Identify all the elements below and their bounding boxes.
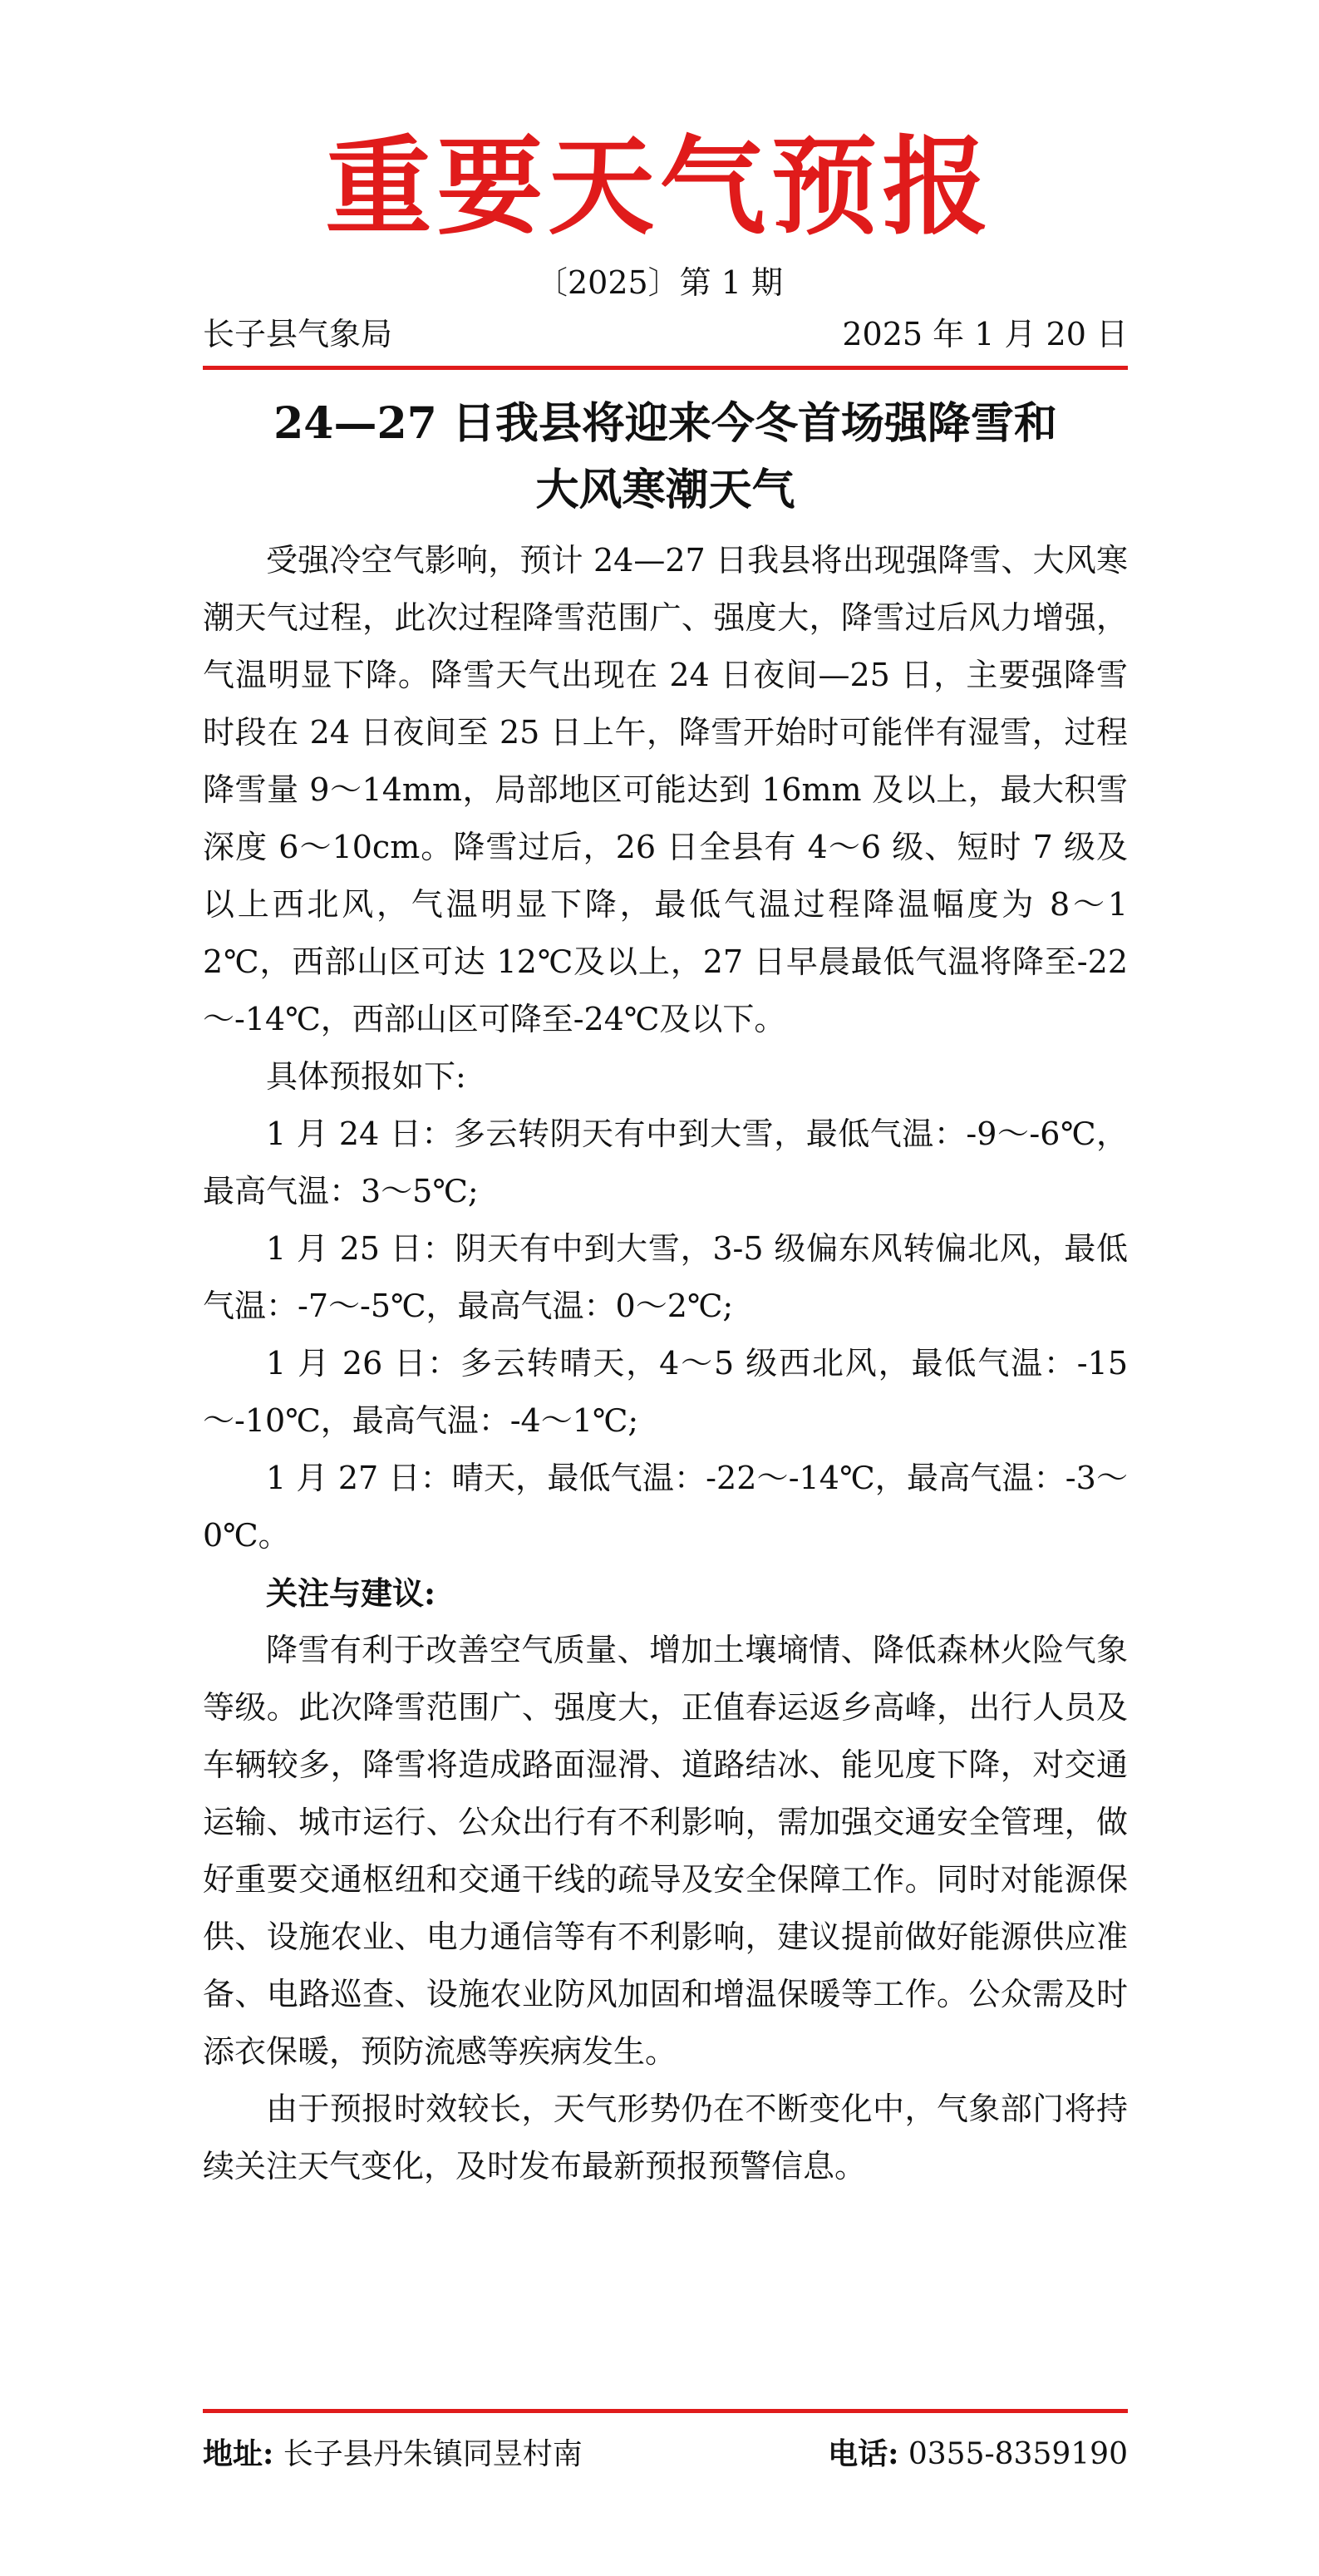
issuer-name: 长子县气象局 <box>203 316 393 352</box>
forecast-day-26: 1 月 26 日：多云转晴天，4～5 级西北风，最低气温：-15～-10℃，最高气温：-4～1℃; <box>203 1345 1128 1439</box>
forecast-heading: 具体预报如下: <box>266 1058 466 1095</box>
red-divider-top <box>203 366 1128 370</box>
footer-phone <box>828 2421 1128 2488</box>
closing-paragraph: 由于预报时效较长，天气形势仍在不断变化中，气象部门将持续关注天气变化，及时发布最新预报预警信息。 <box>203 2091 1128 2184</box>
issue-date: 2025 年 1 月 20 日 <box>842 316 1128 352</box>
issue-number: 〔2025〕第 1 期 <box>535 264 784 301</box>
red-divider-bottom <box>203 2409 1128 2413</box>
article-body <box>203 532 1128 2195</box>
headline-line-2: 大风寒潮天气 <box>535 465 795 515</box>
headline <box>203 391 1128 524</box>
headline-line-1: 24—27 日我县将迎来今冬首场强降雪和 <box>273 398 1057 449</box>
address-value: 长子县丹朱镇同昱村南 <box>283 2437 583 2471</box>
intro-paragraph: 受强冷空气影响，预计 24—27 日我县将出现强降雪、大风寒潮天气过程，此次过程降雪范围广、强度大，降雪过后风力增强，气温明显下降。降雪天气出现在 24 日夜间—25 日，主要强降雪时段在 24 日夜间至 25 日上午，降雪开始时可能伴有湿雪，过程降雪量 9～14mm，局部地区可能达到 16mm 及以上，最大积雪深度 6～10cm。降雪过后，26 日全县有 4～6 级、短时 7 级及以上西北风，气温明显下降，最低气温过程降温幅度为 8～12℃，西部山区可达 12℃及以上，27 日早晨最低气温将降至-22～-14℃，西部山区可降至-24℃及以下。 <box>203 542 1128 1037</box>
forecast-day-25: 1 月 25 日：阴天有中到大雪，3-5 级偏东风转偏北风，最低气温：-7～-5℃，最高气温：0～2℃; <box>203 1230 1128 1324</box>
address-label: 地址: <box>203 2436 274 2471</box>
phone-label: 电话: <box>828 2436 899 2471</box>
advice-heading: 关注与建议: <box>266 1574 436 1612</box>
phone-value: 0355-8359190 <box>908 2437 1128 2471</box>
issuer-date-row <box>203 309 1128 359</box>
advice-paragraph: 降雪有利于改善空气质量、增加土壤墒情、降低森林火险气象等级。此次降雪范围广、强度大，正值春运返乡高峰，出行人员及车辆较多，降雪将造成路面湿滑、道路结冰、能见度下降，对交通运输、城市运行、公众出行有不利影响，需加强交通安全管理，做好重要交通枢纽和交通干线的疏导及安全保障工作。同时对能源保供、设施农业、电力通信等有不利影响，建议提前做好能源供应准备、电路巡查、设施农业防风加固和增温保暖等工作。公众需及时添衣保暖，预防流感等疾病发生。 <box>203 1632 1128 2070</box>
forecast-day-24: 1 月 24 日：多云转阴天有中到大雪，最低气温：-9～-6℃，最高气温：3～5℃; <box>203 1116 1128 1209</box>
footer-address <box>203 2421 583 2488</box>
masthead-title: 重要天气预报 <box>325 125 994 249</box>
forecast-day-27: 1 月 27 日：晴天，最低气温：-22～-14℃，最高气温：-3～0℃。 <box>203 1460 1128 1554</box>
footer <box>203 2421 1128 2487</box>
